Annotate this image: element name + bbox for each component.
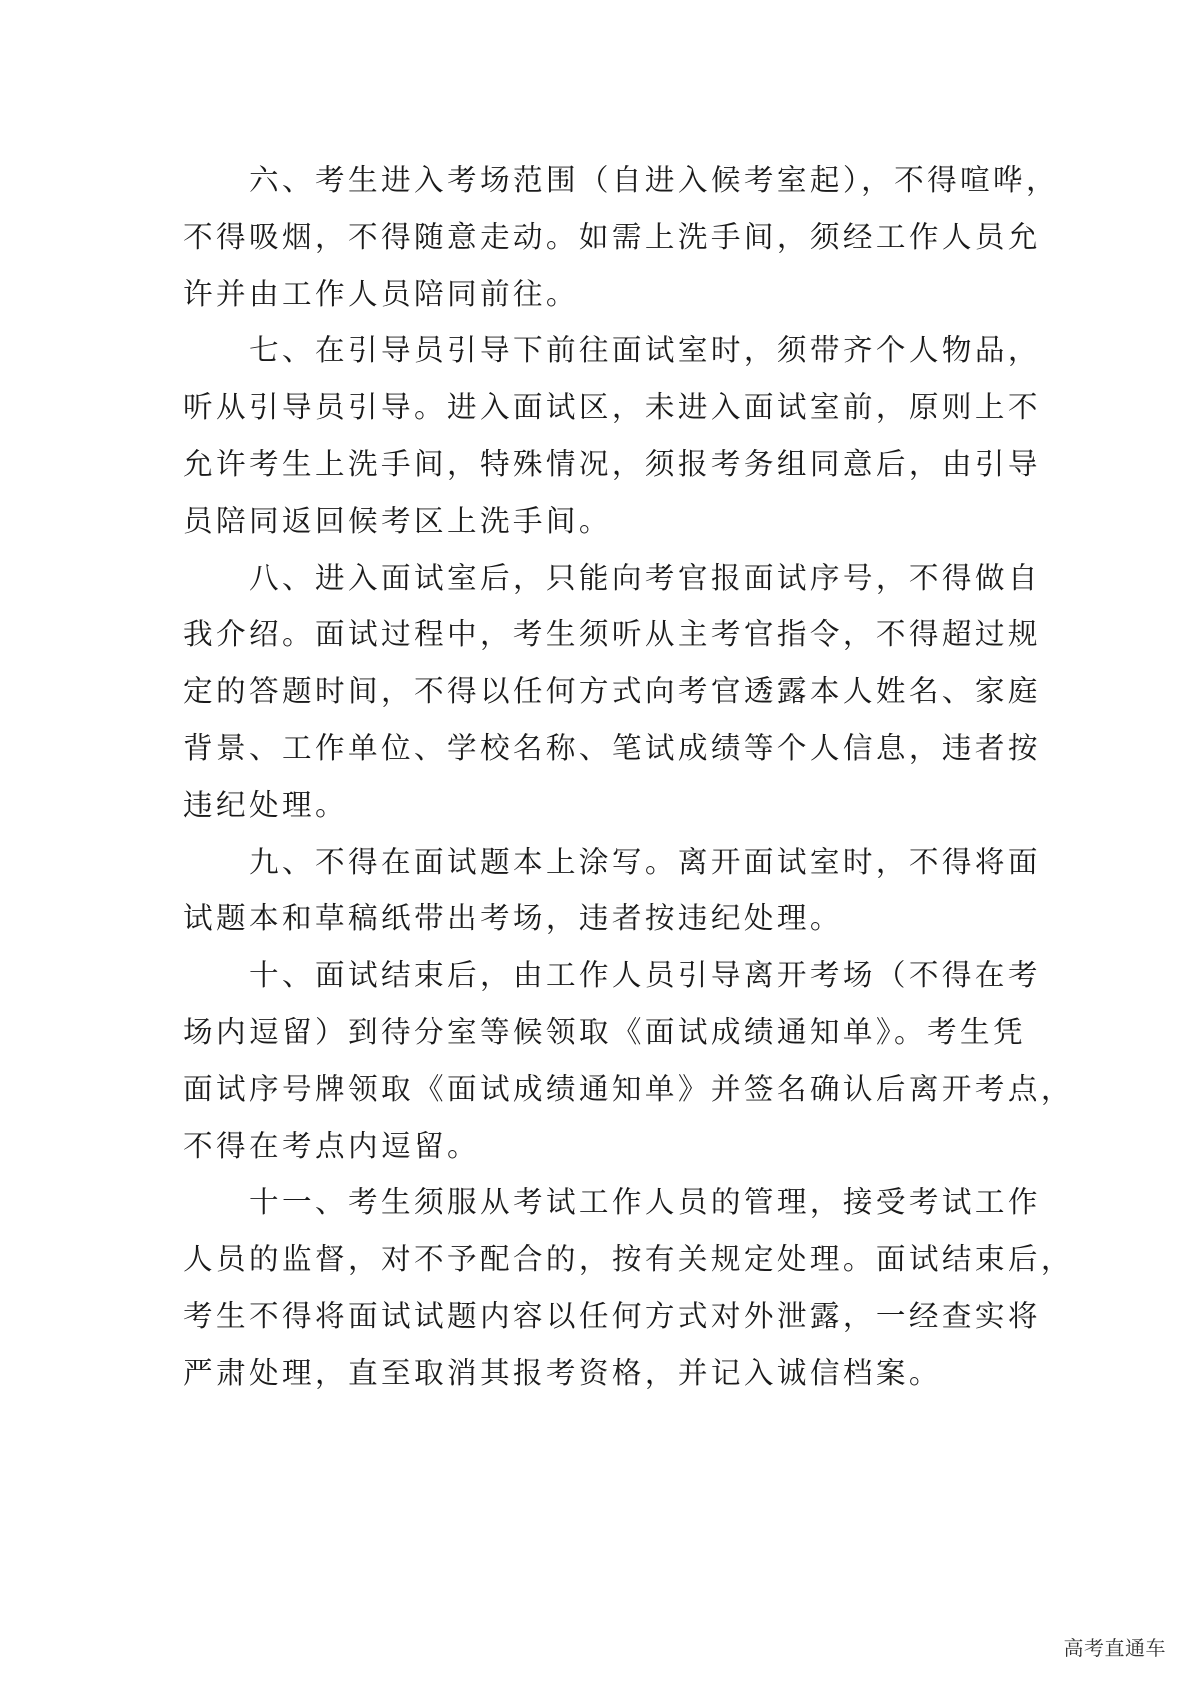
text-line: 我介绍。面试过程中，考生须听从主考官指令，不得超过规 bbox=[183, 617, 1041, 652]
text-line: 场内逗留）到待分室等候领取《面试成绩通知单》。考生凭 bbox=[183, 1014, 1027, 1049]
text-line: 试题本和草稿纸带出考场，违者按违纪处理。 bbox=[183, 901, 843, 936]
text-line: 考生不得将面试试题内容以任何方式对外泄露，一经查实将 bbox=[183, 1298, 1041, 1333]
paragraph-10 bbox=[183, 947, 1074, 1174]
text-line: 十、面试结束后，由工作人员引导离开考场（不得在考 bbox=[249, 958, 1041, 993]
watermark-text: 高考直通车 bbox=[1063, 1636, 1166, 1660]
paragraph-9 bbox=[183, 834, 1041, 948]
text-line: 九、不得在面试题本上涂写。离开面试室时，不得将面 bbox=[249, 844, 1041, 879]
text-line: 定的答题时间，不得以任何方式向考官透露本人姓名、家庭 bbox=[183, 674, 1041, 709]
text-line: 八、进入面试室后，只能向考官报面试序号，不得做自 bbox=[249, 560, 1041, 595]
text-line: 不得在考点内逗留。 bbox=[183, 1128, 480, 1163]
text-line: 违纪处理。 bbox=[183, 787, 348, 822]
text-line: 七、在引导员引导下前往面试室时，须带齐个人物品， bbox=[249, 333, 1041, 368]
text-line: 十一、考生须服从考试工作人员的管理，接受考试工作 bbox=[249, 1185, 1041, 1220]
text-line: 允许考生上洗手间，特殊情况，须报考务组同意后，由引导 bbox=[183, 446, 1041, 481]
text-line: 六、考生进入考场范围（自进入候考室起），不得喧哗， bbox=[249, 163, 1060, 197]
paragraph-7 bbox=[183, 322, 1041, 549]
text-line: 员陪同返回候考区上洗手间。 bbox=[183, 503, 612, 538]
text-line: 面试序号牌领取《面试成绩通知单》并签名确认后离开考点， bbox=[183, 1071, 1074, 1106]
paragraph-8 bbox=[183, 550, 1041, 834]
paragraph-6 bbox=[183, 152, 1060, 322]
document-body bbox=[183, 152, 1074, 1402]
text-line: 不得吸烟，不得随意走动。如需上洗手间，须经工作人员允 bbox=[183, 219, 1041, 254]
paragraph-11 bbox=[183, 1174, 1074, 1401]
text-line: 许并由工作人员陪同前往。 bbox=[183, 276, 579, 311]
text-line: 背景、工作单位、学校名称、笔试成绩等个人信息，违者按 bbox=[183, 730, 1041, 765]
text-line: 人员的监督，对不予配合的，按有关规定处理。面试结束后， bbox=[183, 1242, 1074, 1277]
text-line: 听从引导员引导。进入面试区，未进入面试室前，原则上不 bbox=[183, 390, 1041, 425]
text-line: 严肃处理，直至取消其报考资格，并记入诚信档案。 bbox=[183, 1355, 942, 1390]
